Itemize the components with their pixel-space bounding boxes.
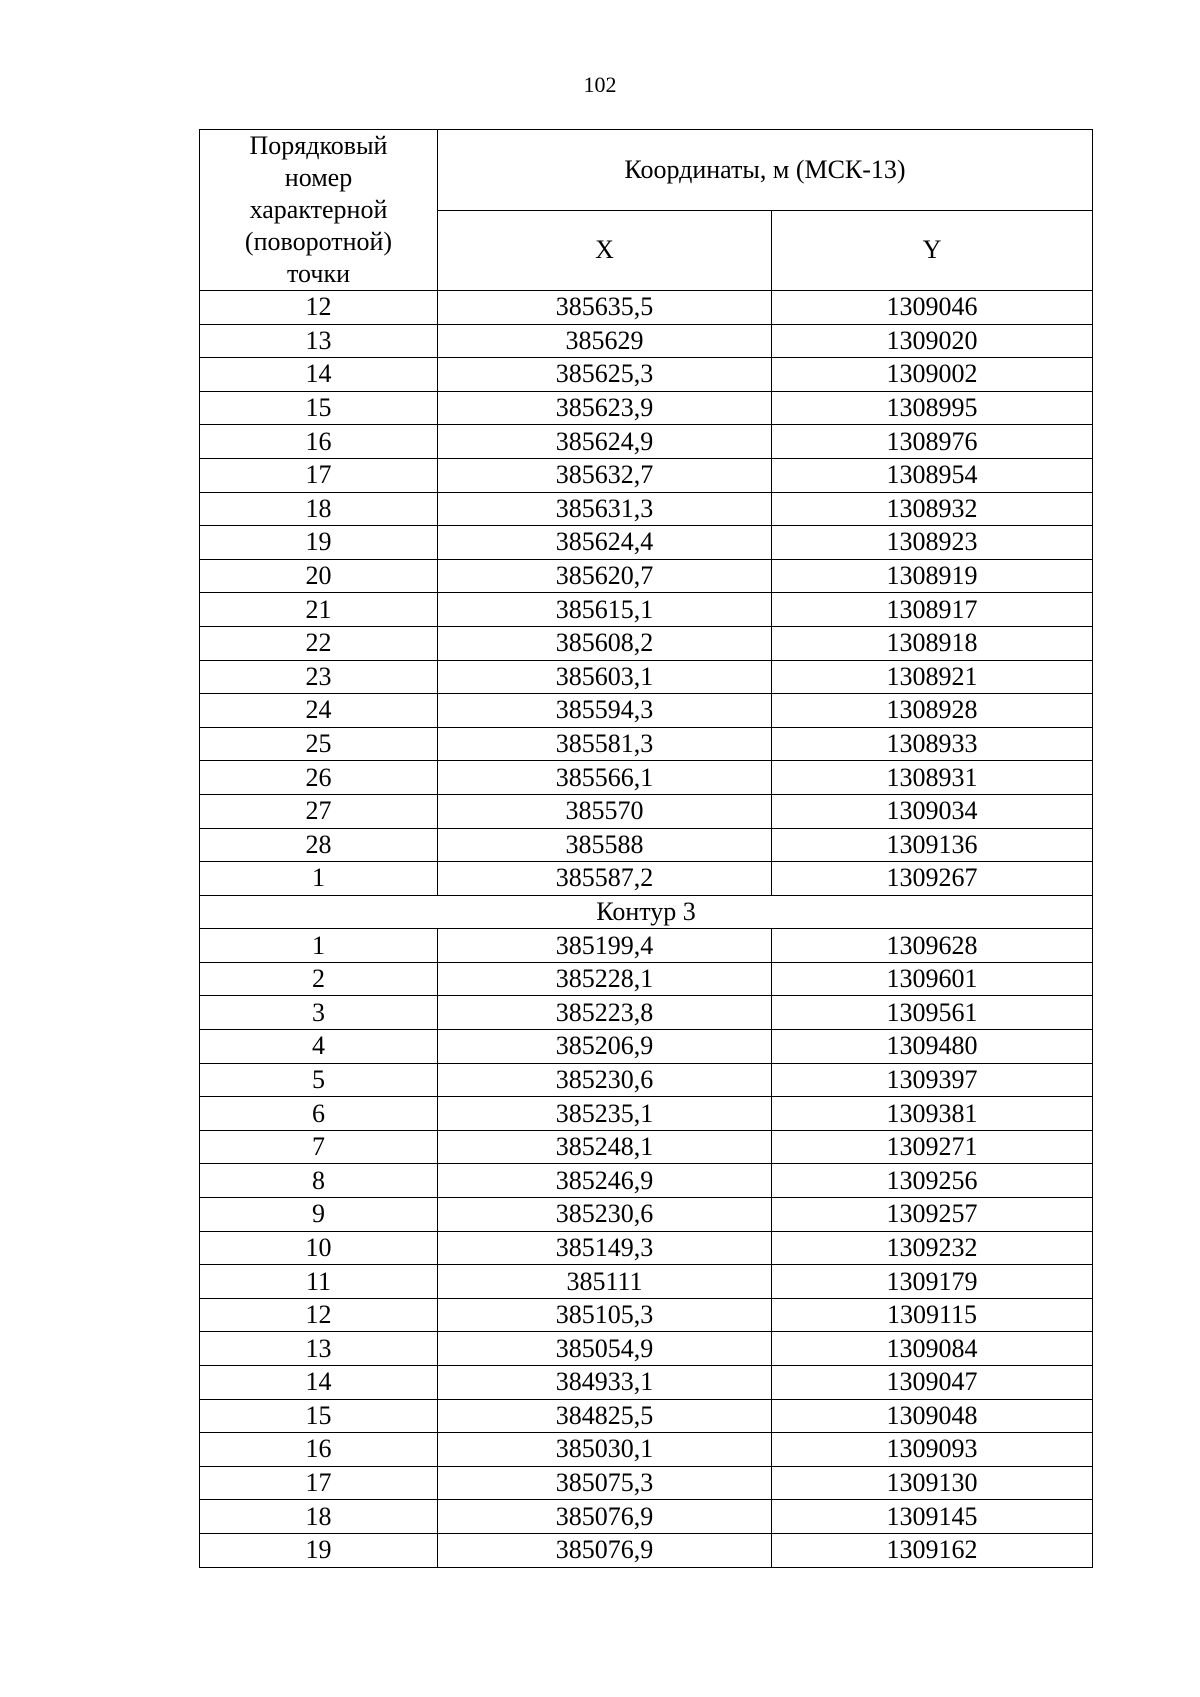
section-row — [200, 895, 1093, 929]
y-coordinate-cell: 1309267 — [772, 862, 1093, 896]
y-coordinate-cell: 1309020 — [772, 324, 1093, 358]
x-coordinate-cell: 385570 — [438, 794, 772, 828]
x-coordinate-cell: 385075,3 — [438, 1466, 772, 1500]
table-row — [200, 761, 1093, 795]
point-number-cell: 25 — [200, 727, 438, 761]
point-number-header — [200, 130, 438, 291]
point-number-cell: 17 — [200, 1466, 438, 1500]
point-number-cell: 11 — [200, 1265, 438, 1299]
table-row — [200, 1130, 1093, 1164]
point-number-cell: 14 — [200, 358, 438, 392]
y-coordinate-cell: 1309084 — [772, 1332, 1093, 1366]
point-number-cell: 21 — [200, 593, 438, 627]
page-number: 102 — [583, 72, 617, 97]
table-row — [200, 559, 1093, 593]
table-row — [200, 1399, 1093, 1433]
point-number-cell: 13 — [200, 1332, 438, 1366]
table-row — [200, 1198, 1093, 1232]
x-coordinate-cell: 385230,6 — [438, 1198, 772, 1232]
point-number-cell: 24 — [200, 694, 438, 728]
y-coordinate-cell: 1309047 — [772, 1366, 1093, 1400]
x-coordinate-cell: 385235,1 — [438, 1097, 772, 1131]
x-coordinate-cell: 385105,3 — [438, 1298, 772, 1332]
point-number-header-line: Порядковый — [249, 131, 388, 160]
table-row — [200, 526, 1093, 560]
table-header — [200, 130, 1093, 291]
point-number-cell: 1 — [200, 929, 438, 963]
point-number-header-line: номер — [284, 163, 353, 192]
point-number-cell: 16 — [200, 425, 438, 459]
table-row — [200, 862, 1093, 896]
table-row — [200, 1366, 1093, 1400]
table-row — [200, 291, 1093, 325]
y-coordinate-cell: 1308976 — [772, 425, 1093, 459]
y-coordinate-cell: 1308933 — [772, 727, 1093, 761]
y-coordinate-cell: 1308917 — [772, 593, 1093, 627]
table-row — [200, 694, 1093, 728]
table-row — [200, 1097, 1093, 1131]
table-row — [200, 1030, 1093, 1064]
y-coordinate-cell: 1309179 — [772, 1265, 1093, 1299]
section-divider — [200, 895, 1093, 929]
x-coordinate-cell: 385149,3 — [438, 1231, 772, 1265]
point-number-cell: 14 — [200, 1366, 438, 1400]
point-number-header-line: точки — [287, 259, 350, 288]
table-row — [200, 660, 1093, 694]
y-coordinate-cell: 1309480 — [772, 1030, 1093, 1064]
x-coordinate-cell: 385620,7 — [438, 559, 772, 593]
y-coordinate-cell: 1308921 — [772, 660, 1093, 694]
point-number-cell: 20 — [200, 559, 438, 593]
point-number-header-line: характерной — [249, 195, 388, 224]
table-row — [200, 1298, 1093, 1332]
y-coordinate-cell: 1309256 — [772, 1164, 1093, 1198]
table-row — [200, 1332, 1093, 1366]
point-number-cell: 5 — [200, 1063, 438, 1097]
x-coordinate-cell: 385624,9 — [438, 425, 772, 459]
table-row — [200, 593, 1093, 627]
point-number-cell: 17 — [200, 458, 438, 492]
x-coordinate-cell: 385608,2 — [438, 626, 772, 660]
point-number-cell: 15 — [200, 391, 438, 425]
point-number-cell: 18 — [200, 1500, 438, 1534]
table-row — [200, 929, 1093, 963]
table-body-part2 — [200, 929, 1093, 1567]
table-row — [200, 1500, 1093, 1534]
y-coordinate-cell: 1308995 — [772, 391, 1093, 425]
table-row — [200, 391, 1093, 425]
x-coordinate-cell: 385635,5 — [438, 291, 772, 325]
y-coordinate-cell: 1309162 — [772, 1533, 1093, 1567]
y-column-header: Y — [772, 210, 1093, 291]
y-coordinate-cell: 1309257 — [772, 1198, 1093, 1232]
point-number-cell: 2 — [200, 962, 438, 996]
y-coordinate-cell: 1308931 — [772, 761, 1093, 795]
x-coordinate-cell: 385603,1 — [438, 660, 772, 694]
x-coordinate-cell: 385206,9 — [438, 1030, 772, 1064]
point-number-cell: 9 — [200, 1198, 438, 1232]
point-number-cell: 22 — [200, 626, 438, 660]
x-column-header: X — [438, 210, 772, 291]
x-coordinate-cell: 385228,1 — [438, 962, 772, 996]
point-number-cell: 19 — [200, 526, 438, 560]
table-row — [200, 794, 1093, 828]
section-title: Контур 3 — [200, 895, 1093, 929]
table-row — [200, 1164, 1093, 1198]
x-coordinate-cell: 385076,9 — [438, 1500, 772, 1534]
y-coordinate-cell: 1308923 — [772, 526, 1093, 560]
y-coordinate-cell: 1309002 — [772, 358, 1093, 392]
y-coordinate-cell: 1308954 — [772, 458, 1093, 492]
y-coordinate-cell: 1309601 — [772, 962, 1093, 996]
point-number-cell: 28 — [200, 828, 438, 862]
point-number-cell: 16 — [200, 1433, 438, 1467]
x-coordinate-cell: 384825,5 — [438, 1399, 772, 1433]
point-number-cell: 10 — [200, 1231, 438, 1265]
point-number-cell: 8 — [200, 1164, 438, 1198]
point-number-cell: 12 — [200, 291, 438, 325]
x-coordinate-cell: 385246,9 — [438, 1164, 772, 1198]
y-coordinate-cell: 1308918 — [772, 626, 1093, 660]
table-row — [200, 1063, 1093, 1097]
point-number-cell: 18 — [200, 492, 438, 526]
y-coordinate-cell: 1309115 — [772, 1298, 1093, 1332]
y-coordinate-cell: 1309130 — [772, 1466, 1093, 1500]
y-coordinate-cell: 1309232 — [772, 1231, 1093, 1265]
y-coordinate-cell: 1309145 — [772, 1500, 1093, 1534]
y-coordinate-cell: 1309046 — [772, 291, 1093, 325]
x-coordinate-cell: 384933,1 — [438, 1366, 772, 1400]
point-number-cell: 27 — [200, 794, 438, 828]
point-number-cell: 1 — [200, 862, 438, 896]
coordinates-group-header: Координаты, м (МСК-13) — [438, 130, 1093, 211]
table-row — [200, 727, 1093, 761]
x-coordinate-cell: 385623,9 — [438, 391, 772, 425]
x-coordinate-cell: 385629 — [438, 324, 772, 358]
x-coordinate-cell: 385615,1 — [438, 593, 772, 627]
y-coordinate-cell: 1309048 — [772, 1399, 1093, 1433]
x-coordinate-cell: 385581,3 — [438, 727, 772, 761]
x-coordinate-cell: 385076,9 — [438, 1533, 772, 1567]
coordinates-table — [199, 129, 1093, 1568]
point-number-cell: 26 — [200, 761, 438, 795]
table-row — [200, 458, 1093, 492]
x-coordinate-cell: 385030,1 — [438, 1433, 772, 1467]
x-coordinate-cell: 385625,3 — [438, 358, 772, 392]
y-coordinate-cell: 1309628 — [772, 929, 1093, 963]
x-coordinate-cell: 385624,4 — [438, 526, 772, 560]
table-row — [200, 996, 1093, 1030]
point-number-header-line: (поворотной) — [244, 227, 393, 256]
table-row — [200, 492, 1093, 526]
y-coordinate-cell: 1309561 — [772, 996, 1093, 1030]
table-row — [200, 1265, 1093, 1299]
y-coordinate-cell: 1309381 — [772, 1097, 1093, 1131]
x-coordinate-cell: 385631,3 — [438, 492, 772, 526]
x-coordinate-cell: 385632,7 — [438, 458, 772, 492]
x-coordinate-cell: 385248,1 — [438, 1130, 772, 1164]
table-body-part1 — [200, 291, 1093, 896]
y-coordinate-cell: 1308932 — [772, 492, 1093, 526]
y-coordinate-cell: 1308928 — [772, 694, 1093, 728]
table-row — [200, 1231, 1093, 1265]
x-coordinate-cell: 385587,2 — [438, 862, 772, 896]
point-number-cell: 12 — [200, 1298, 438, 1332]
y-coordinate-cell: 1309034 — [772, 794, 1093, 828]
x-coordinate-cell: 385199,4 — [438, 929, 772, 963]
x-coordinate-cell: 385566,1 — [438, 761, 772, 795]
x-coordinate-cell: 385054,9 — [438, 1332, 772, 1366]
x-coordinate-cell: 385111 — [438, 1265, 772, 1299]
header-row-top — [200, 130, 1093, 211]
table-row — [200, 1466, 1093, 1500]
point-number-cell: 23 — [200, 660, 438, 694]
y-coordinate-cell: 1309136 — [772, 828, 1093, 862]
y-coordinate-cell: 1309093 — [772, 1433, 1093, 1467]
x-coordinate-cell: 385588 — [438, 828, 772, 862]
table-row — [200, 358, 1093, 392]
table-row — [200, 425, 1093, 459]
y-coordinate-cell: 1308919 — [772, 559, 1093, 593]
table-row — [200, 962, 1093, 996]
x-coordinate-cell: 385223,8 — [438, 996, 772, 1030]
x-coordinate-cell: 385594,3 — [438, 694, 772, 728]
y-coordinate-cell: 1309271 — [772, 1130, 1093, 1164]
point-number-cell: 6 — [200, 1097, 438, 1131]
point-number-cell: 13 — [200, 324, 438, 358]
point-number-cell: 4 — [200, 1030, 438, 1064]
point-number-cell: 7 — [200, 1130, 438, 1164]
point-number-cell: 15 — [200, 1399, 438, 1433]
x-coordinate-cell: 385230,6 — [438, 1063, 772, 1097]
y-coordinate-cell: 1309397 — [772, 1063, 1093, 1097]
table-row — [200, 1433, 1093, 1467]
table-row — [200, 626, 1093, 660]
point-number-cell: 19 — [200, 1533, 438, 1567]
table-row — [200, 324, 1093, 358]
point-number-cell: 3 — [200, 996, 438, 1030]
table-row — [200, 1533, 1093, 1567]
table-row — [200, 828, 1093, 862]
